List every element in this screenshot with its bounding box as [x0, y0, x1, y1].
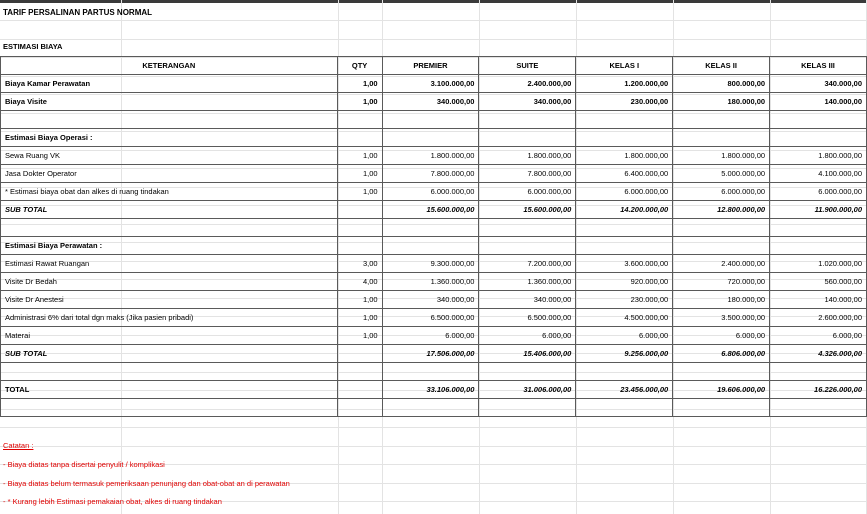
qty-cell: 1,00	[337, 183, 382, 201]
amount-cell: 17.506.000,00	[382, 345, 479, 363]
amount-cell: 6.806.000,00	[673, 345, 770, 363]
amount-cell: 7.800.000,00	[382, 165, 479, 183]
empty-cell	[770, 219, 867, 237]
notes-heading: Catatan :	[3, 441, 34, 450]
qty-cell: 1,00	[337, 147, 382, 165]
amount-cell: 6.500.000,00	[479, 309, 576, 327]
amount-cell: 6.000,00	[673, 327, 770, 345]
table-row	[1, 327, 867, 345]
subtotal-row	[1, 345, 867, 363]
amount-cell: 340.000,00	[382, 93, 479, 111]
amount-cell: 1.800.000,00	[673, 147, 770, 165]
amount-cell: 15.600.000,00	[479, 201, 576, 219]
amount-cell: 180.000,00	[673, 291, 770, 309]
empty-cell	[337, 237, 382, 255]
amount-cell: 14.200.000,00	[576, 201, 673, 219]
empty-cell	[673, 237, 770, 255]
amount-cell: 9.300.000,00	[382, 255, 479, 273]
amount-cell: 1.360.000,00	[382, 273, 479, 291]
amount-cell: 7.200.000,00	[479, 255, 576, 273]
total-row	[1, 381, 867, 399]
amount-cell: 230.000,00	[576, 93, 673, 111]
table-row	[1, 147, 867, 165]
qty-cell: 1,00	[337, 75, 382, 93]
column-header: SUITE	[479, 57, 576, 75]
row-label: * Estimasi biaya obat dan alkes di ruang tindakan	[1, 183, 338, 201]
column-header: QTY	[337, 57, 382, 75]
empty-cell	[673, 219, 770, 237]
amount-cell: 4.100.000,00	[770, 165, 867, 183]
empty-cell	[382, 111, 479, 129]
qty-cell: 1,00	[337, 165, 382, 183]
row-label: Biaya Kamar Perawatan	[1, 75, 338, 93]
amount-cell: 15.406.000,00	[479, 345, 576, 363]
empty-cell	[479, 363, 576, 381]
empty-cell	[770, 399, 867, 417]
amount-cell: 12.800.000,00	[673, 201, 770, 219]
table-row	[1, 93, 867, 111]
empty-cell	[337, 399, 382, 417]
amount-cell: 140.000,00	[770, 93, 867, 111]
qty-cell: 3,00	[337, 255, 382, 273]
amount-cell: 31.006.000,00	[479, 381, 576, 399]
amount-cell: 6.000,00	[382, 327, 479, 345]
qty-cell: 4,00	[337, 273, 382, 291]
amount-cell: 720.000,00	[673, 273, 770, 291]
empty-cell	[1, 399, 338, 417]
amount-cell: 6.000.000,00	[479, 183, 576, 201]
amount-cell: 180.000,00	[673, 93, 770, 111]
column-header: PREMIER	[382, 57, 479, 75]
amount-cell: 1.800.000,00	[576, 147, 673, 165]
empty-cell	[1, 111, 338, 129]
section-row	[1, 237, 867, 255]
empty-cell	[1, 219, 338, 237]
amount-cell: 230.000,00	[576, 291, 673, 309]
note-item: - * Kurang lebih Estimasi pemakaian obat, alkes di ruang tindakan	[3, 497, 222, 506]
amount-cell: 4.500.000,00	[576, 309, 673, 327]
empty-cell	[479, 219, 576, 237]
qty-cell	[337, 381, 382, 399]
row-label: SUB TOTAL	[1, 345, 338, 363]
empty-cell	[673, 363, 770, 381]
row-label: Visite Dr Anestesi	[1, 291, 338, 309]
qty-cell	[337, 345, 382, 363]
qty-cell: 1,00	[337, 309, 382, 327]
empty-cell	[382, 219, 479, 237]
column-header: KETERANGAN	[1, 57, 338, 75]
row-label: Visite Dr Bedah	[1, 273, 338, 291]
header-row	[1, 57, 867, 75]
empty-cell	[576, 399, 673, 417]
amount-cell: 6.000.000,00	[576, 183, 673, 201]
empty-cell	[576, 129, 673, 147]
blank-row	[1, 111, 867, 129]
empty-cell	[382, 363, 479, 381]
amount-cell: 1.020.000,00	[770, 255, 867, 273]
row-label: Estimasi Rawat Ruangan	[1, 255, 338, 273]
table-row	[1, 255, 867, 273]
amount-cell: 560.000,00	[770, 273, 867, 291]
qty-cell	[337, 201, 382, 219]
column-header: KELAS III	[770, 57, 867, 75]
amount-cell: 1.800.000,00	[382, 147, 479, 165]
amount-cell: 33.106.000,00	[382, 381, 479, 399]
empty-cell	[576, 363, 673, 381]
amount-cell: 3.100.000,00	[382, 75, 479, 93]
amount-cell: 23.456.000,00	[576, 381, 673, 399]
amount-cell: 800.000,00	[673, 75, 770, 93]
empty-cell	[770, 237, 867, 255]
amount-cell: 5.000.000,00	[673, 165, 770, 183]
empty-cell	[479, 111, 576, 129]
amount-cell: 6.000.000,00	[673, 183, 770, 201]
table-row	[1, 309, 867, 327]
amount-cell: 920.000,00	[576, 273, 673, 291]
note-item: - Biaya diatas belum termasuk pemeriksaan penunjang dan obat-obat an di perawatan	[3, 479, 290, 488]
amount-cell: 2.400.000,00	[673, 255, 770, 273]
amount-cell: 340.000,00	[382, 291, 479, 309]
empty-cell	[770, 111, 867, 129]
empty-cell	[479, 237, 576, 255]
amount-cell: 6.000.000,00	[770, 183, 867, 201]
estimate-heading: ESTIMASI BIAYA	[3, 42, 63, 51]
amount-cell: 1.800.000,00	[770, 147, 867, 165]
empty-cell	[576, 219, 673, 237]
amount-cell: 340.000,00	[479, 93, 576, 111]
sheet-title: TARIF PERSALINAN PARTUS NORMAL	[3, 8, 153, 17]
empty-cell	[673, 129, 770, 147]
amount-cell: 15.600.000,00	[382, 201, 479, 219]
amount-cell: 6.400.000,00	[576, 165, 673, 183]
table-row	[1, 183, 867, 201]
empty-cell	[382, 399, 479, 417]
row-label: Administrasi 6% dari total dgn maks (Jika pasien pribadi)	[1, 309, 338, 327]
empty-cell	[479, 399, 576, 417]
table-row	[1, 273, 867, 291]
amount-cell: 3.500.000,00	[673, 309, 770, 327]
empty-cell	[382, 129, 479, 147]
amount-cell: 1.200.000,00	[576, 75, 673, 93]
amount-cell: 19.606.000,00	[673, 381, 770, 399]
amount-cell: 340.000,00	[479, 291, 576, 309]
empty-cell	[337, 219, 382, 237]
section-label: Estimasi Biaya Operasi :	[1, 129, 338, 147]
empty-cell	[576, 237, 673, 255]
empty-cell	[337, 129, 382, 147]
qty-cell: 1,00	[337, 291, 382, 309]
qty-cell: 1,00	[337, 93, 382, 111]
empty-cell	[673, 399, 770, 417]
amount-cell: 6.500.000,00	[382, 309, 479, 327]
empty-cell	[1, 363, 338, 381]
amount-cell: 140.000,00	[770, 291, 867, 309]
empty-cell	[479, 129, 576, 147]
row-label: Biaya Visite	[1, 93, 338, 111]
amount-cell: 7.800.000,00	[479, 165, 576, 183]
row-label: Sewa Ruang VK	[1, 147, 338, 165]
empty-cell	[576, 111, 673, 129]
row-label: Jasa Dokter Operator	[1, 165, 338, 183]
empty-cell	[673, 111, 770, 129]
amount-cell: 3.600.000,00	[576, 255, 673, 273]
column-header: KELAS I	[576, 57, 673, 75]
amount-cell: 9.256.000,00	[576, 345, 673, 363]
empty-cell	[382, 237, 479, 255]
note-item: - Biaya diatas tanpa disertai penyulit / komplikasi	[3, 460, 165, 469]
amount-cell: 2.600.000,00	[770, 309, 867, 327]
section-row	[1, 129, 867, 147]
empty-cell	[337, 111, 382, 129]
amount-cell: 16.226.000,00	[770, 381, 867, 399]
tariff-table	[0, 56, 867, 417]
amount-cell: 1.360.000,00	[479, 273, 576, 291]
amount-cell: 6.000,00	[479, 327, 576, 345]
amount-cell: 6.000.000,00	[382, 183, 479, 201]
amount-cell: 1.800.000,00	[479, 147, 576, 165]
row-label: SUB TOTAL	[1, 201, 338, 219]
empty-cell	[770, 363, 867, 381]
amount-cell: 4.326.000,00	[770, 345, 867, 363]
row-label: TOTAL	[1, 381, 338, 399]
blank-row	[1, 399, 867, 417]
column-header: KELAS II	[673, 57, 770, 75]
amount-cell: 6.000,00	[770, 327, 867, 345]
row-label: Materai	[1, 327, 338, 345]
amount-cell: 2.400.000,00	[479, 75, 576, 93]
blank-row	[1, 363, 867, 381]
amount-cell: 11.900.000,00	[770, 201, 867, 219]
top-border	[0, 0, 867, 3]
section-label: Estimasi Biaya Perawatan :	[1, 237, 338, 255]
table-row	[1, 291, 867, 309]
subtotal-row	[1, 201, 867, 219]
amount-cell: 6.000,00	[576, 327, 673, 345]
table-row	[1, 165, 867, 183]
amount-cell: 340.000,00	[770, 75, 867, 93]
qty-cell: 1,00	[337, 327, 382, 345]
table-row	[1, 75, 867, 93]
empty-cell	[337, 363, 382, 381]
blank-row	[1, 219, 867, 237]
empty-cell	[770, 129, 867, 147]
